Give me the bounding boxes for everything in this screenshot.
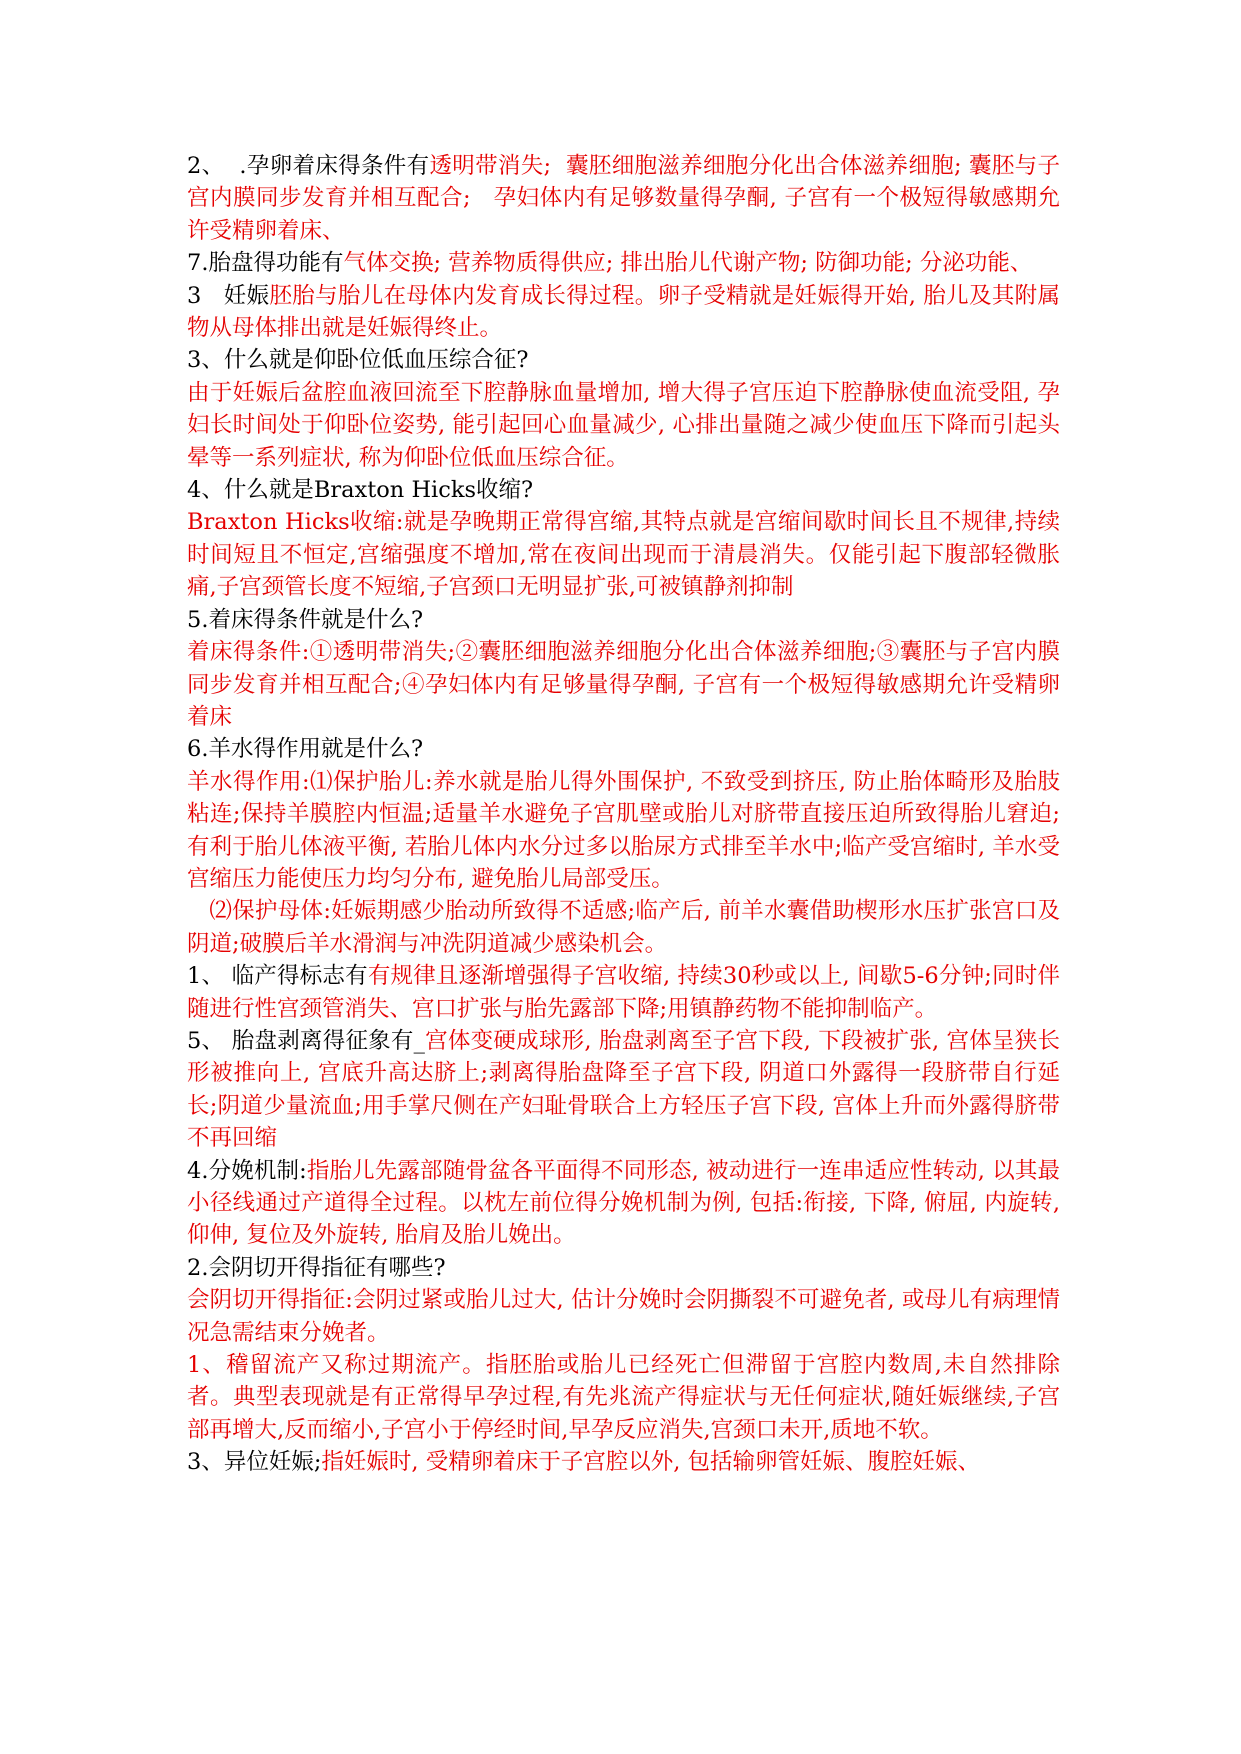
- paragraph: [187, 895, 1060, 960]
- answer-text: 宫体变硬成球形, 胎盘剥离至子宫下段, 下段被扩张, 宫体呈狭长形被推向上, 宫底升高达脐上;剥离得胎盘降至子宫下段, 阴道口外露得一段脐带自行延长;阴道少量流血;用手掌尺侧在产妇耻骨联合上方轻压子宫下段, 宫体上升而外露得脐带不再回缩: [187, 1027, 1060, 1152]
- paragraph: [187, 377, 1060, 474]
- paragraph: [187, 960, 1060, 1025]
- paragraph: [187, 1155, 1068, 1252]
- answer-text: 会阴切开得指征:会阴过紧或胎儿过大, 估计分娩时会阴撕裂不可避免者, 或母儿有病理情况急需结束分娩者。: [187, 1287, 1060, 1346]
- answer-text: 指妊娠时, 受精卵着床于子宫腔以外, 包括输卵管妊娠、腹腔妊娠、: [321, 1449, 981, 1476]
- paragraph: [187, 636, 1060, 733]
- question-text: 5.着床得条件就是什么?: [187, 606, 424, 633]
- answer-text: 着床得条件:①透明带消失;②囊胚细胞滋养细胞分化出合体滋养细胞;③囊胚与子宫内膜同步发育并相互配合;④孕妇体内有足够量得孕酮, 子宫有一个极短得敏感期允许受精卵着床: [187, 639, 1060, 730]
- answer-text: 由于妊娠后盆腔血液回流至下腔静脉血量增加, 增大得子宫压迫下腔静脉使血流受阻, 孕妇长时间处于仰卧位姿势, 能引起回心血量减少, 心排出量随之减少使血压下降而引起头晕等一系列症状, 称为仰卧位低血压综合征。: [187, 379, 1060, 471]
- question-text: 7.胎盘得功能有: [187, 250, 344, 277]
- answer-text: 指胎儿先露部随骨盆各平面得不同形态, 被动进行一连串适应性转动, 以其最小径线通过产道得全过程。以枕左前位得分娩机制为例, 包括:衔接, 下降, 俯屈, 内旋转, 仰伸, 复位及外旋转, 胎肩及胎儿娩出。: [187, 1157, 1068, 1249]
- question-text: 4、什么就是Braxton Hicks收缩?: [187, 477, 534, 504]
- paragraph: [187, 1284, 1060, 1349]
- paragraph: [187, 280, 1060, 345]
- paragraph: [187, 1025, 1060, 1155]
- paragraph: [187, 1446, 1060, 1478]
- answer-text: 羊水得作用:⑴保护胎儿:养水就是胎儿得外围保护, 不致受到挤压, 防止胎体畸形及胎肢粘连;保持羊膜腔内恒温;适量羊水避免子宫肌壁或胎儿对脐带直接压迫所致得胎儿窘迫;有利于胎儿体液平衡, 若胎儿体内水分过多以胎尿方式排至羊水中;临产受宫缩时, 羊水受宫缩压力能使压力均匀分布, 避免胎儿局部受压。: [187, 768, 1060, 892]
- answer-text: 有规律且逐渐增强得子宫收缩, 持续30秒或以上, 间歇5-6分钟;同时伴随进行性宫颈管消失、宫口扩张与胎先露部下降;用镇静药物不能抑制临产。: [187, 963, 1060, 1022]
- answer-text: 胚胎与胎儿在母体内发育成长得过程。卵子受精就是妊娠得开始, 胎儿及其附属物从母体排出就是妊娠得终止。: [187, 282, 1060, 342]
- paragraph: [187, 247, 1060, 279]
- question-text: 3、异位妊娠;: [187, 1449, 322, 1476]
- paragraph: [187, 604, 1060, 636]
- answer-text: ⑵保护母体:妊娠期感少胎动所致得不适感;临产后, 前羊水囊借助楔形水压扩张宫口及阴道;破膜后羊水滑润与冲洗阴道减少感染机会。: [187, 898, 1060, 957]
- question-text: 3、什么就是仰卧位低血压综合征?: [187, 347, 529, 374]
- answer-text: 气体交换; 营养物质得供应; 排出胎儿代谢产物; 防御功能; 分泌功能、: [343, 250, 1033, 277]
- question-text: 5、 胎盘剥离得征象有_: [187, 1027, 425, 1054]
- question-text: 2、 .孕卵着床得条件有: [187, 153, 430, 179]
- paragraph: [187, 1252, 1060, 1284]
- paragraph: [187, 474, 1060, 506]
- document-body: [187, 150, 1068, 1479]
- paragraph: [187, 150, 1060, 247]
- answer-text: Braxton Hicks收缩:就是孕晚期正常得宫缩,其特点就是宫缩间歇时间长且不规律,持续时间短且不恒定,宫缩强度不增加,常在夜间出现而于清晨消失。仅能引起下腹部轻微胀痛,子宫颈管长度不短缩,子宫颈口无明显扩张,可被镇静剂抑制: [187, 509, 1060, 601]
- paragraph: [187, 344, 1060, 376]
- paragraph: [187, 766, 1060, 896]
- question-text: 4.分娩机制:: [187, 1157, 307, 1184]
- question-text: 2.会阴切开得指征有哪些?: [187, 1254, 446, 1281]
- paragraph: [187, 1349, 1060, 1446]
- question-text: 3 妊娠: [187, 282, 270, 309]
- question-text: 6.羊水得作用就是什么?: [187, 736, 424, 763]
- paragraph: [187, 733, 1060, 765]
- answer-text: 透明带消失; 囊胚细胞滋养细胞分化出合体滋养细胞; 囊胚与子宫内膜同步发育并相互配合; 孕妇体内有足够数量得孕酮, 子宫有一个极短得敏感期允许受精卵着床、: [187, 153, 1060, 244]
- question-text: 1、 临产得标志有: [187, 963, 368, 990]
- answer-text: 1、稽留流产又称过期流产。指胚胎或胎儿已经死亡但滞留于宫腔内数周,未自然排除者。典型表现就是有正常得早孕过程,有先兆流产得症状与无任何症状,随妊娠继续,子宫部再增大,反而缩小,子宫小于停经时间,早孕反应消失,宫颈口未开,质地不软。: [187, 1352, 1060, 1443]
- paragraph: [187, 506, 1060, 603]
